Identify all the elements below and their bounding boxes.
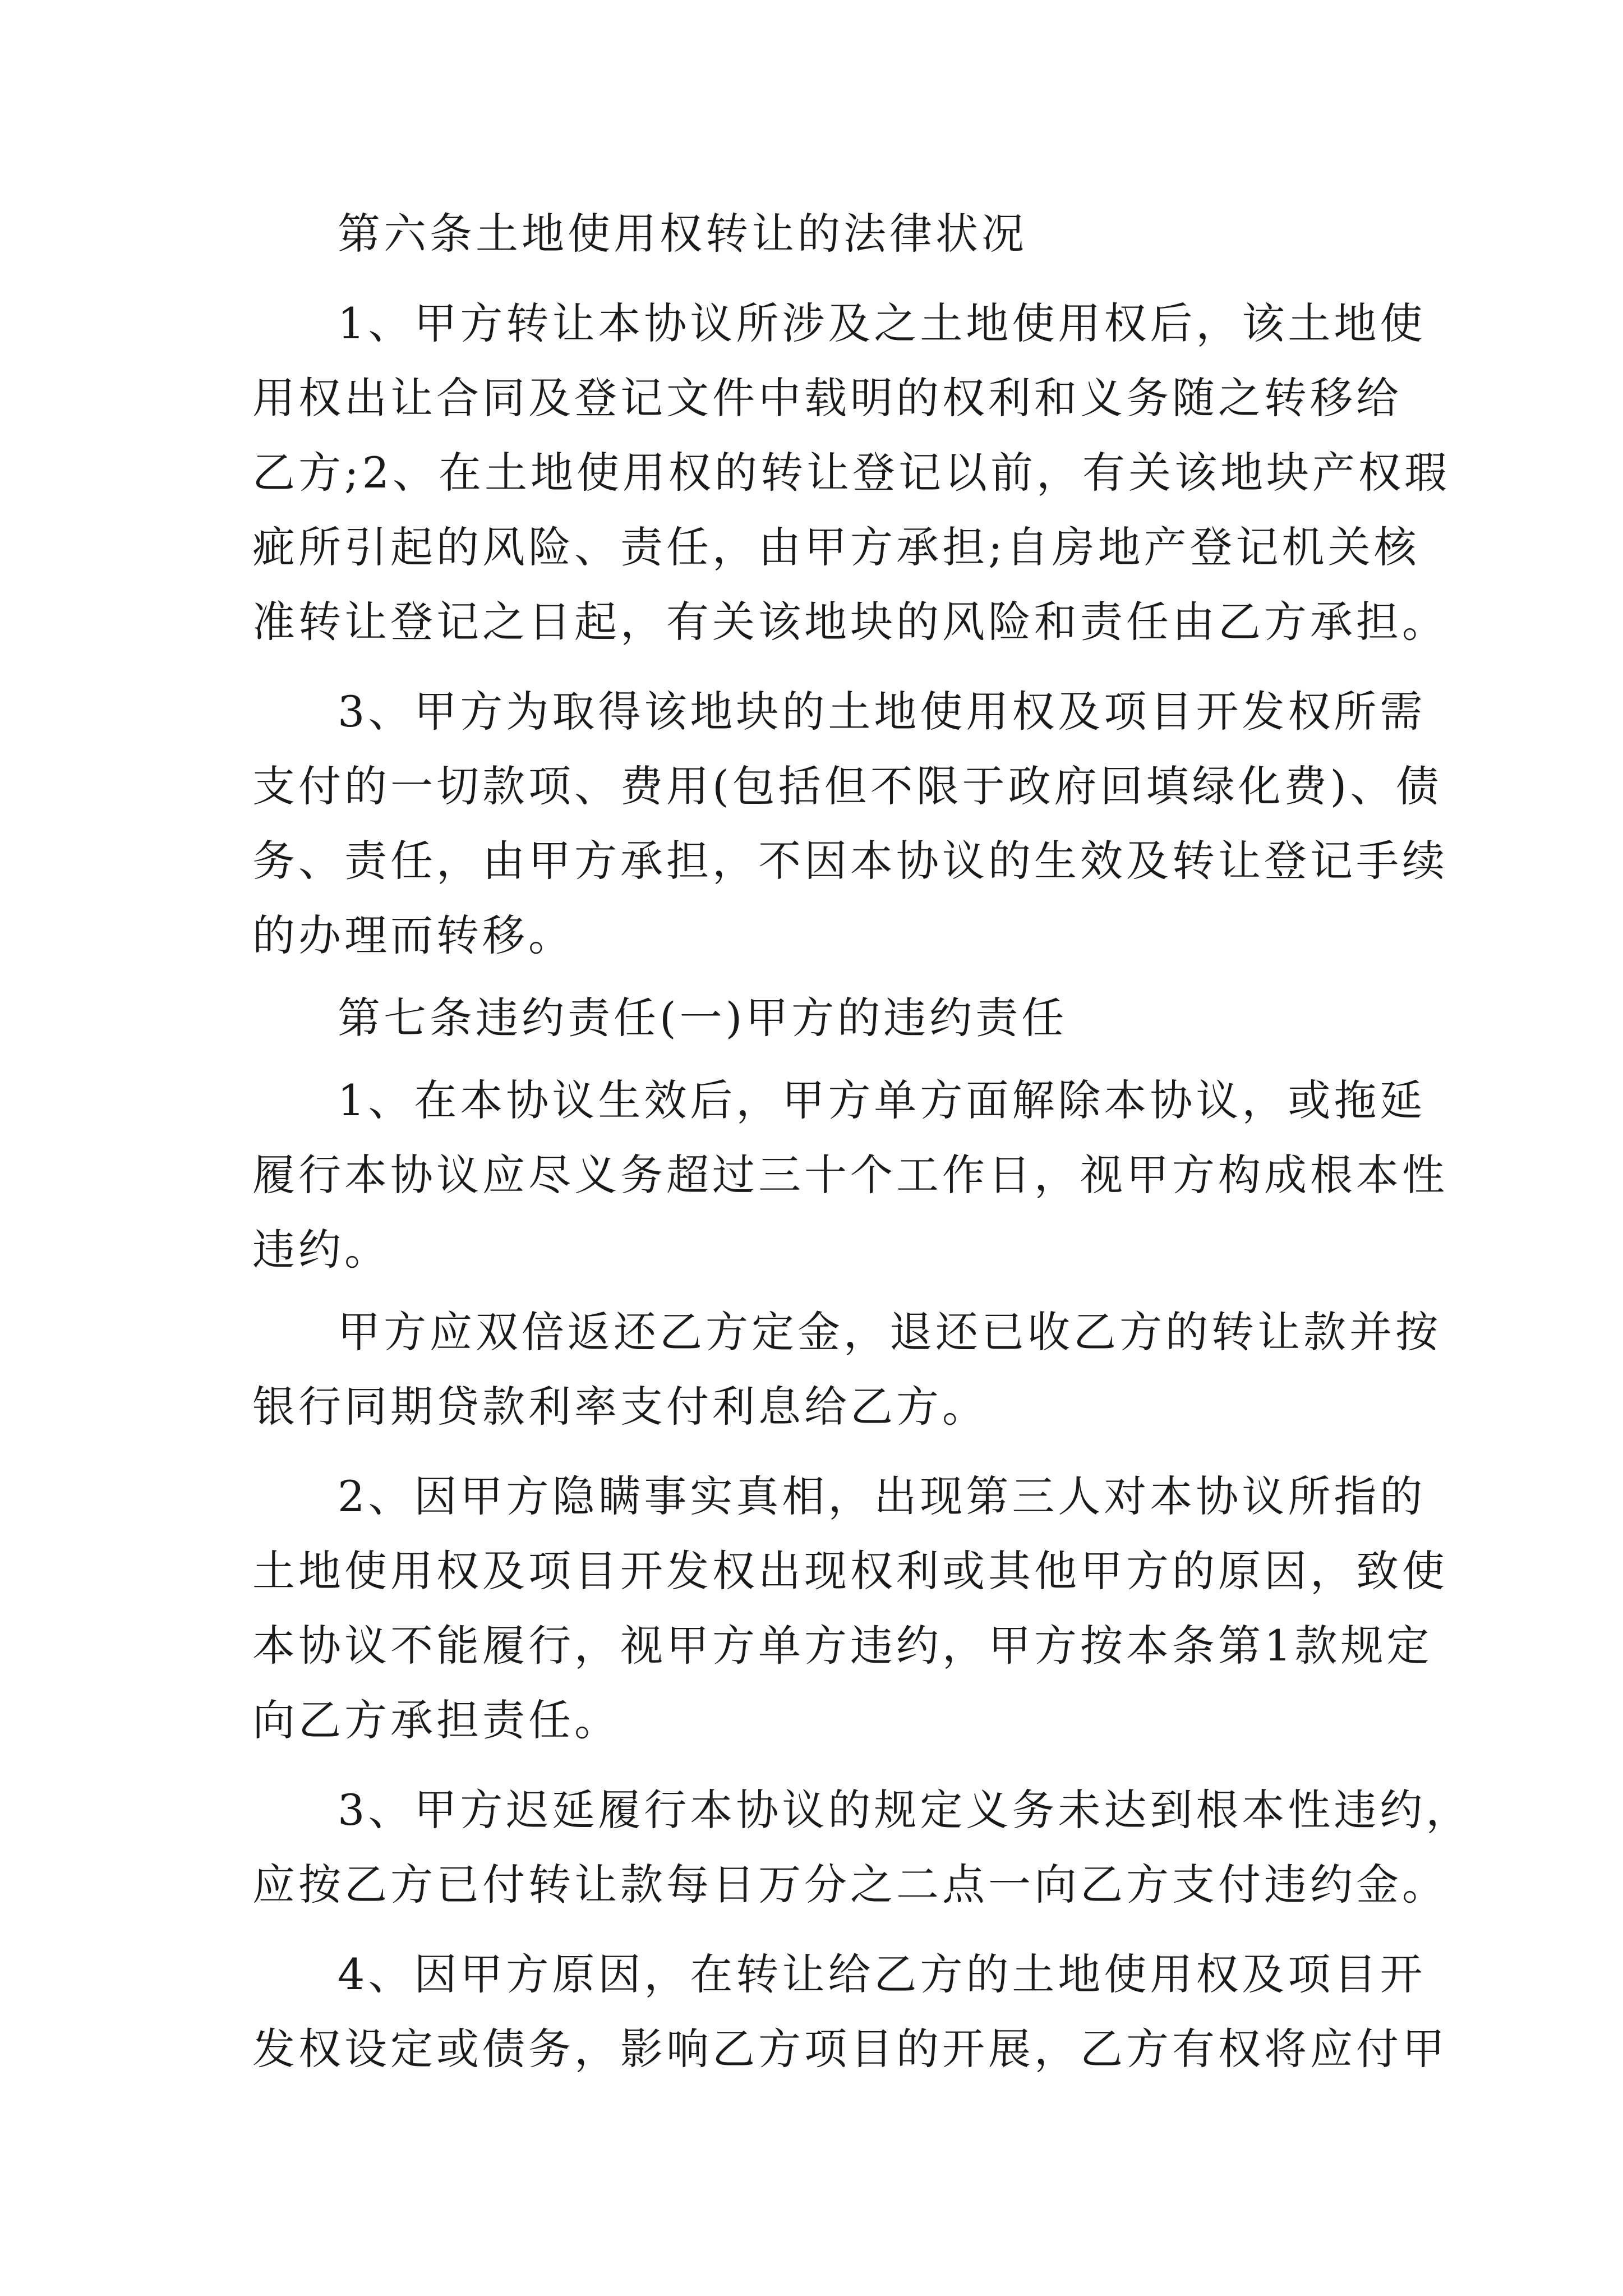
text-line: 用权出让合同及登记文件中载明的权利和义务随之转移给: [252, 373, 1402, 423]
text-line: 第七条违约责任(一)甲方的违约责任: [338, 993, 1068, 1043]
text-line: 乙方;2、在土地使用权的转让登记以前，有关该地块产权瑕: [252, 448, 1450, 498]
text-line: 准转让登记之日起，有关该地块的风险和责任由乙方承担。: [252, 597, 1448, 647]
text-line: 发权设定或债务，影响乙方项目的开展，乙方有权将应付甲: [252, 2024, 1448, 2074]
text-line: 支付的一切款项、费用(包括但不限于政府回填绿化费)、债: [252, 761, 1442, 811]
text-line: 本协议不能履行，视甲方单方违约，甲方按本条第1款规定: [252, 1621, 1433, 1671]
text-line: 银行同期贷款利率支付利息给乙方。: [252, 1382, 988, 1432]
text-line: 4、因甲方原因，在转让给乙方的土地使用权及项目开: [338, 1949, 1426, 1999]
text-line: 疵所引起的风险、责任，由甲方承担;自房地产登记机关核: [252, 522, 1420, 572]
text-line: 1、甲方转让本协议所涉及之土地使用权后，该土地使: [338, 298, 1426, 348]
text-line: 务、责任，由甲方承担，不因本协议的生效及转让登记手续: [252, 836, 1448, 886]
text-line: 第六条土地使用权转让的法律状况: [338, 209, 1027, 259]
text-line: 3、甲方迟延履行本协议的规定义务未达到根本性违约，: [338, 1785, 1472, 1835]
text-line: 违约。: [252, 1225, 390, 1274]
text-line: 甲方应双倍返还乙方定金，退还已收乙方的转让款并按: [338, 1307, 1441, 1357]
text-line: 土地使用权及项目开发权出现权利或其他甲方的原因，致使: [252, 1546, 1448, 1596]
text-line: 履行本协议应尽义务超过三十个工作日，视甲方构成根本性: [252, 1150, 1448, 1200]
text-line: 应按乙方已付转让款每日万分之二点一向乙方支付违约金。: [252, 1860, 1448, 1910]
text-line: 3、甲方为取得该地块的土地使用权及项目开发权所需: [338, 687, 1426, 737]
text-line: 的办理而转移。: [252, 910, 574, 960]
text-line: 2、因甲方隐瞒事实真相，出现第三人对本协议所指的: [338, 1471, 1426, 1521]
text-line: 1、在本协议生效后，甲方单方面解除本协议，或拖延: [338, 1075, 1426, 1125]
text-line: 向乙方承担责任。: [252, 1695, 620, 1745]
